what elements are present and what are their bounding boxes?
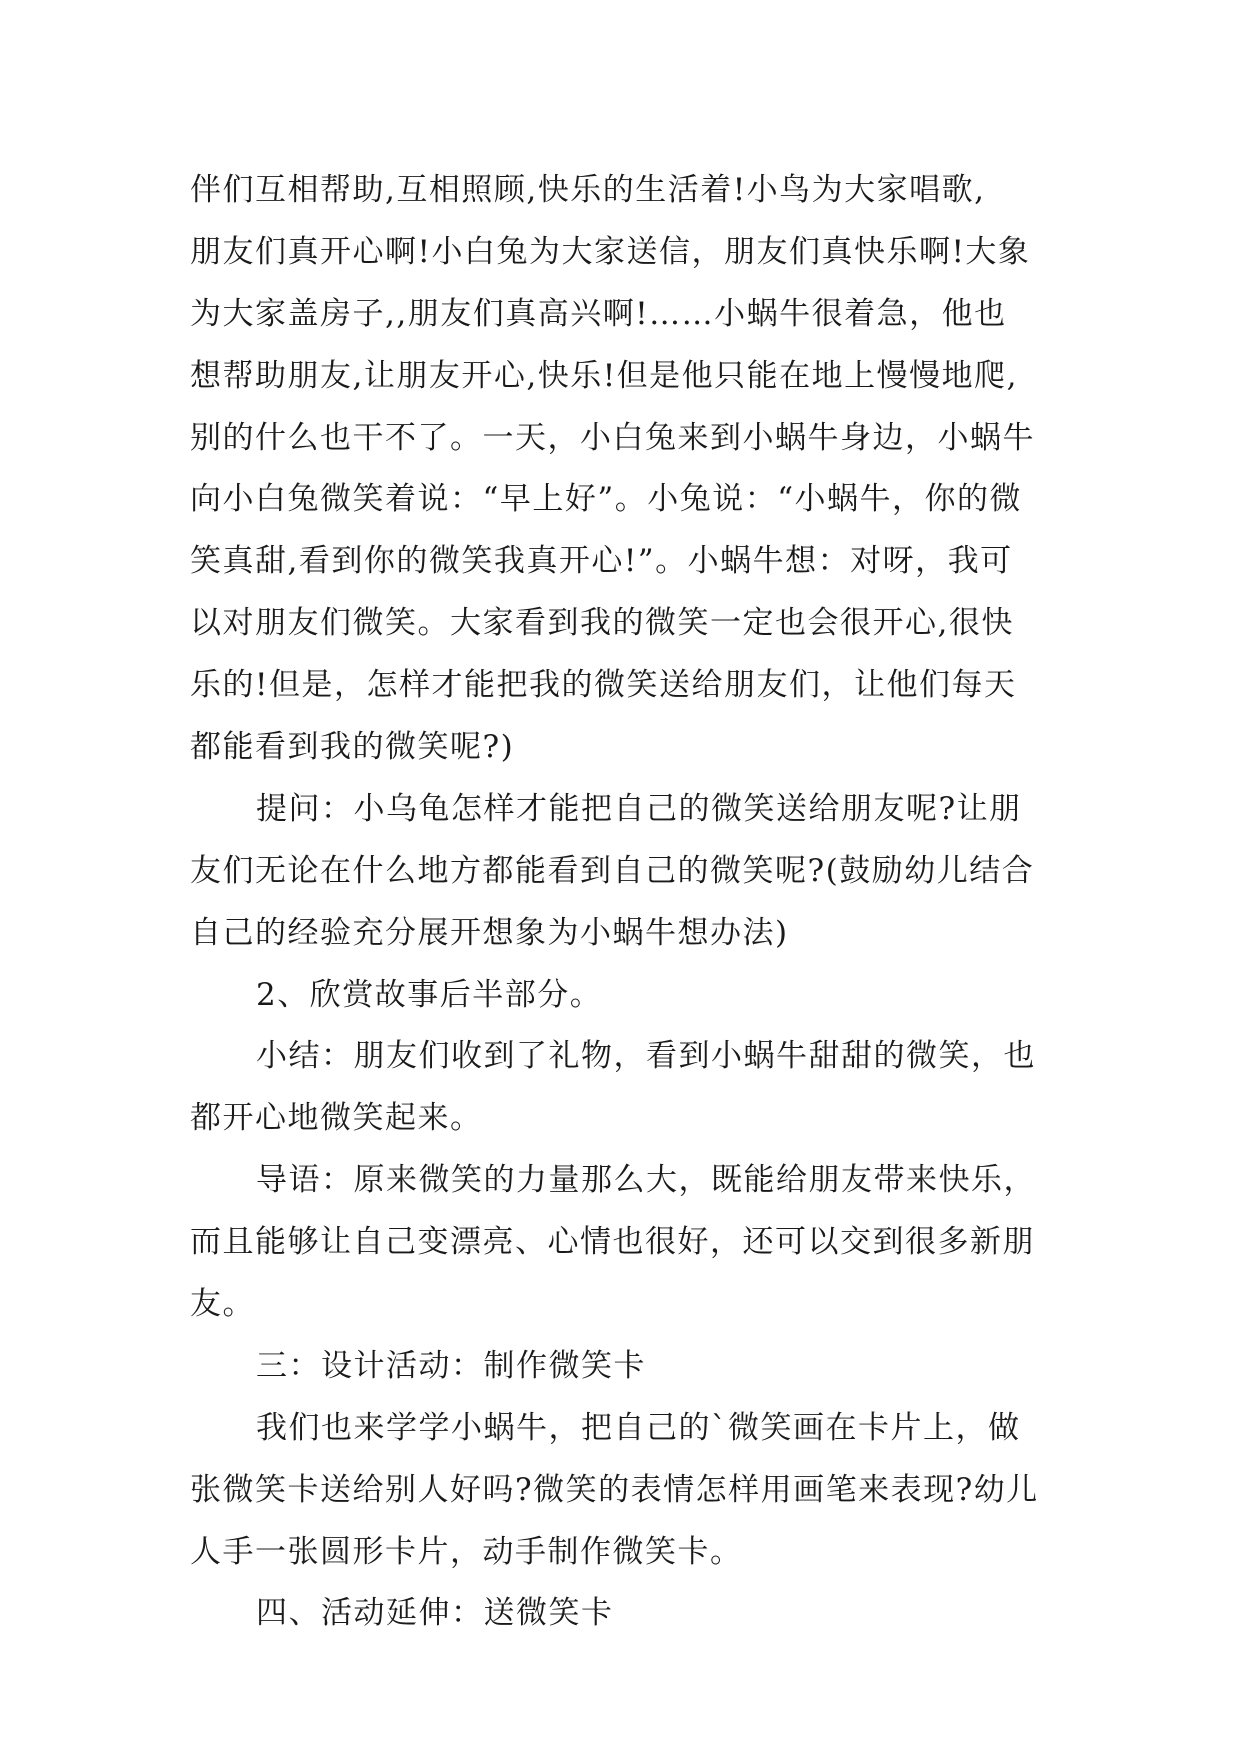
text-line: 人手一张圆形卡片，动手制作微笑卡。	[190, 1533, 743, 1570]
document-body	[190, 160, 1070, 1645]
text-line: 三：设计活动：制作微笑卡	[256, 1347, 646, 1384]
text-line: 向小白兔微笑着说：“早上好”。小兔说：“小蜗牛，你的微	[190, 481, 1023, 518]
text-line: 别的什么也干不了。一天，小白兔来到小蜗牛身边，小蜗牛	[190, 419, 1035, 456]
text-line: 友。	[190, 1286, 255, 1323]
text-line: 友们无论在什么地方都能看到自己的微笑呢?(鼓励幼儿结合	[190, 852, 1035, 889]
text-line: 张微笑卡送给别人好吗?微笑的表情怎样用画笔来表现?幼儿	[190, 1471, 1039, 1508]
text-line: 以对朋友们微笑。大家看到我的微笑一定也会很开心,很快	[190, 605, 1014, 642]
text-line: 都能看到我的微笑呢?)	[190, 729, 515, 766]
text-line: 小结：朋友们收到了礼物，看到小蜗牛甜甜的微笑，也	[256, 1038, 1036, 1075]
text-line: 导语：原来微笑的力量那么大，既能给朋友带来快乐，	[256, 1162, 1036, 1199]
text-line: 四、活动延伸：送微笑卡	[256, 1595, 614, 1632]
text-line: 想帮助朋友,让朋友开心,快乐!但是他只能在地上慢慢地爬,	[190, 357, 1019, 394]
text-line: 我们也来学学小蜗牛，把自己的`微笑画在卡片上，做	[256, 1409, 1021, 1446]
text-line: 而且能够让自己变漂亮、心情也很好，还可以交到很多新朋	[190, 1224, 1035, 1261]
text-line: 乐的!但是，怎样才能把我的微笑送给朋友们，让他们每天	[190, 667, 1017, 704]
text-line: 为大家盖房子,,朋友们真高兴啊!……小蜗牛很着急，他也	[190, 295, 1007, 332]
text-line: 笑真甜,看到你的微笑我真开心!”。小蜗牛想：对呀，我可	[190, 543, 1013, 580]
text-line: 自己的经验充分展开想象为小蜗牛想办法)	[190, 914, 789, 951]
text-line: 提问：小乌龟怎样才能把自己的微笑送给朋友呢?让朋	[256, 790, 1022, 827]
text-line: 朋友们真开心啊!小白兔为大家送信，朋友们真快乐啊!大象	[190, 233, 1031, 270]
text-line: 伴们互相帮助,互相照顾,快乐的生活着!小鸟为大家唱歌,	[190, 172, 986, 208]
text-line: 都开心地微笑起来。	[190, 1100, 483, 1137]
text-line: 2、欣赏故事后半部分。	[256, 976, 603, 1013]
